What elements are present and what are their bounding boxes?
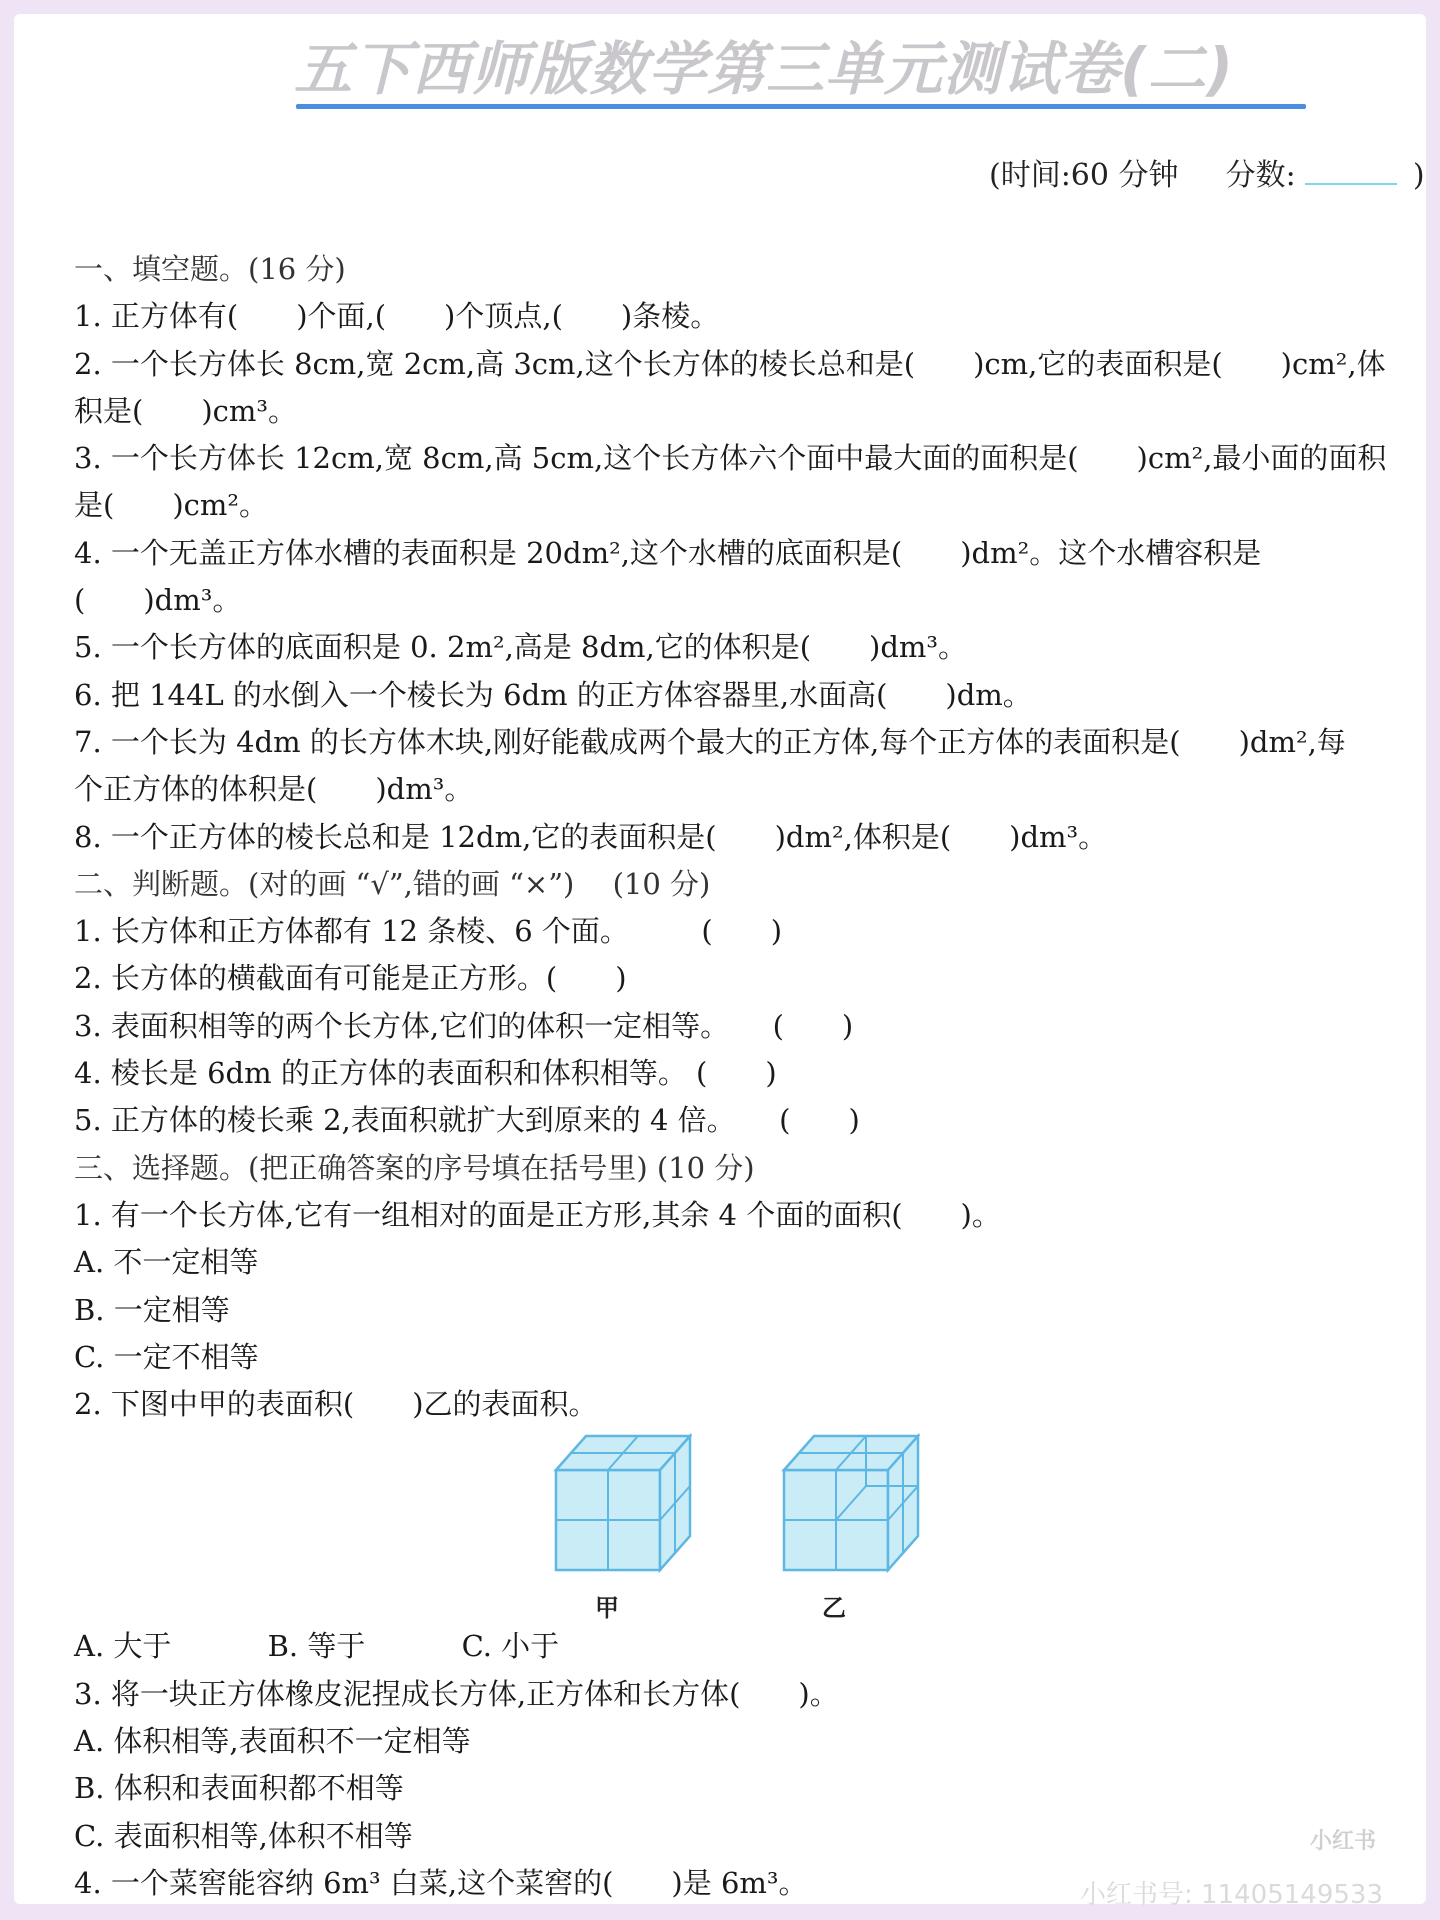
questions-part-2 [74,1623,1404,1907]
question-line: C. 表面积相等,体积不相等 [74,1818,413,1853]
question-line: 5. 一个长方体的底面积是 0. 2m²,高是 8dm,它的体积是( )dm³。 [74,630,968,665]
question-line: 积是( )cm³。 [74,393,297,428]
question-line: 2. 一个长方体长 8cm,宽 2cm,高 3cm,这个长方体的棱长总和是( )cm,它的表面积是( )cm²,体 [74,346,1386,381]
exam-title: 五下西师版数学第三单元测试卷(二) [294,35,1235,103]
cube-yi-figure [780,1428,920,1578]
cube-jia-figure [552,1428,692,1578]
question-line: 4. 一个无盖正方体水槽的表面积是 20dm²,这个水槽的底面积是( )dm²。这个水槽容积是 [74,535,1262,570]
exam-content [74,246,1404,1907]
label-jia: 甲 [595,1594,619,1623]
question-line: 1. 长方体和正方体都有 12 条棱、6 个面。 ( ) [74,914,783,949]
exam-paper [14,14,1426,1910]
section-heading: 三、选择题。(把正确答案的序号填在括号里) (10 分) [74,1150,755,1185]
question-line: 2. 长方体的横截面有可能是正方形。( ) [74,961,627,996]
question-line: A. 体积相等,表面积不一定相等 [74,1724,471,1759]
question-line: 2. 下图中甲的表面积( )乙的表面积。 [74,1387,598,1422]
question-line: 7. 一个长为 4dm 的长方体木块,刚好能截成两个最大的正方体,每个正方体的表面积是( )dm²,每 [74,724,1346,759]
question-line: ( )dm³。 [74,583,242,618]
section-heading: 一、填空题。(16 分) [74,252,346,286]
score-blank [1305,183,1397,185]
time-label: (时间:60 分钟 [989,158,1179,193]
score-label: 分数: [1225,158,1296,193]
question-line: 8. 一个正方体的棱长总和是 12dm,它的表面积是( )dm²,体积是( )dm³。 [74,819,1108,854]
question-line: 6. 把 144L 的水倒入一个棱长为 6dm 的正方体容器里,水面高( )dm。 [74,677,1032,712]
close-paren: ) [1412,158,1425,193]
time-score-info [989,156,1425,196]
question-line: 1. 正方体有( )个面,( )个顶点,( )条棱。 [74,299,720,334]
watermark-logo: 小红书 [1310,1829,1377,1854]
cube-figure [74,1428,1404,1623]
section-heading: 二、判断题。(对的画 “√”,错的画 “×”) (10 分) [74,866,711,901]
label-yi: 乙 [822,1594,846,1623]
question-line: A. 大于 B. 等于 C. 小于 [74,1629,560,1664]
question-line: 个正方体的体积是( )dm³。 [74,772,474,807]
question-line: A. 不一定相等 [74,1245,259,1280]
question-line: 1. 有一个长方体,它有一组相对的面是正方形,其余 4 个面的面积( )。 [74,1197,1001,1232]
title-underline [296,104,1306,109]
question-line: B. 体积和表面积都不相等 [74,1771,404,1806]
questions-part-1 [74,246,1404,1428]
question-line: 3. 一个长方体长 12cm,宽 8cm,高 5cm,这个长方体六个面中最大面的面积是( )cm²,最小面的面积 [74,441,1387,476]
question-line: 3. 表面积相等的两个长方体,它们的体积一定相等。 ( ) [74,1008,854,1043]
question-line: 4. 一个菜窖能容纳 6m³ 白菜,这个菜窖的( )是 6m³。 [74,1865,808,1900]
question-line: 4. 棱长是 6dm 的正方体的表面积和体积相等。 ( ) [74,1056,777,1091]
watermark-id: 小红书号: 11405149533 [1080,1880,1383,1910]
question-line: C. 一定不相等 [74,1339,259,1374]
question-line: 3. 将一块正方体橡皮泥捏成长方体,正方体和长方体( )。 [74,1676,839,1711]
question-line: 5. 正方体的棱长乘 2,表面积就扩大到原来的 4 倍。 ( ) [74,1103,860,1138]
question-line: 是( )cm²。 [74,488,268,523]
question-line: B. 一定相等 [74,1292,230,1327]
